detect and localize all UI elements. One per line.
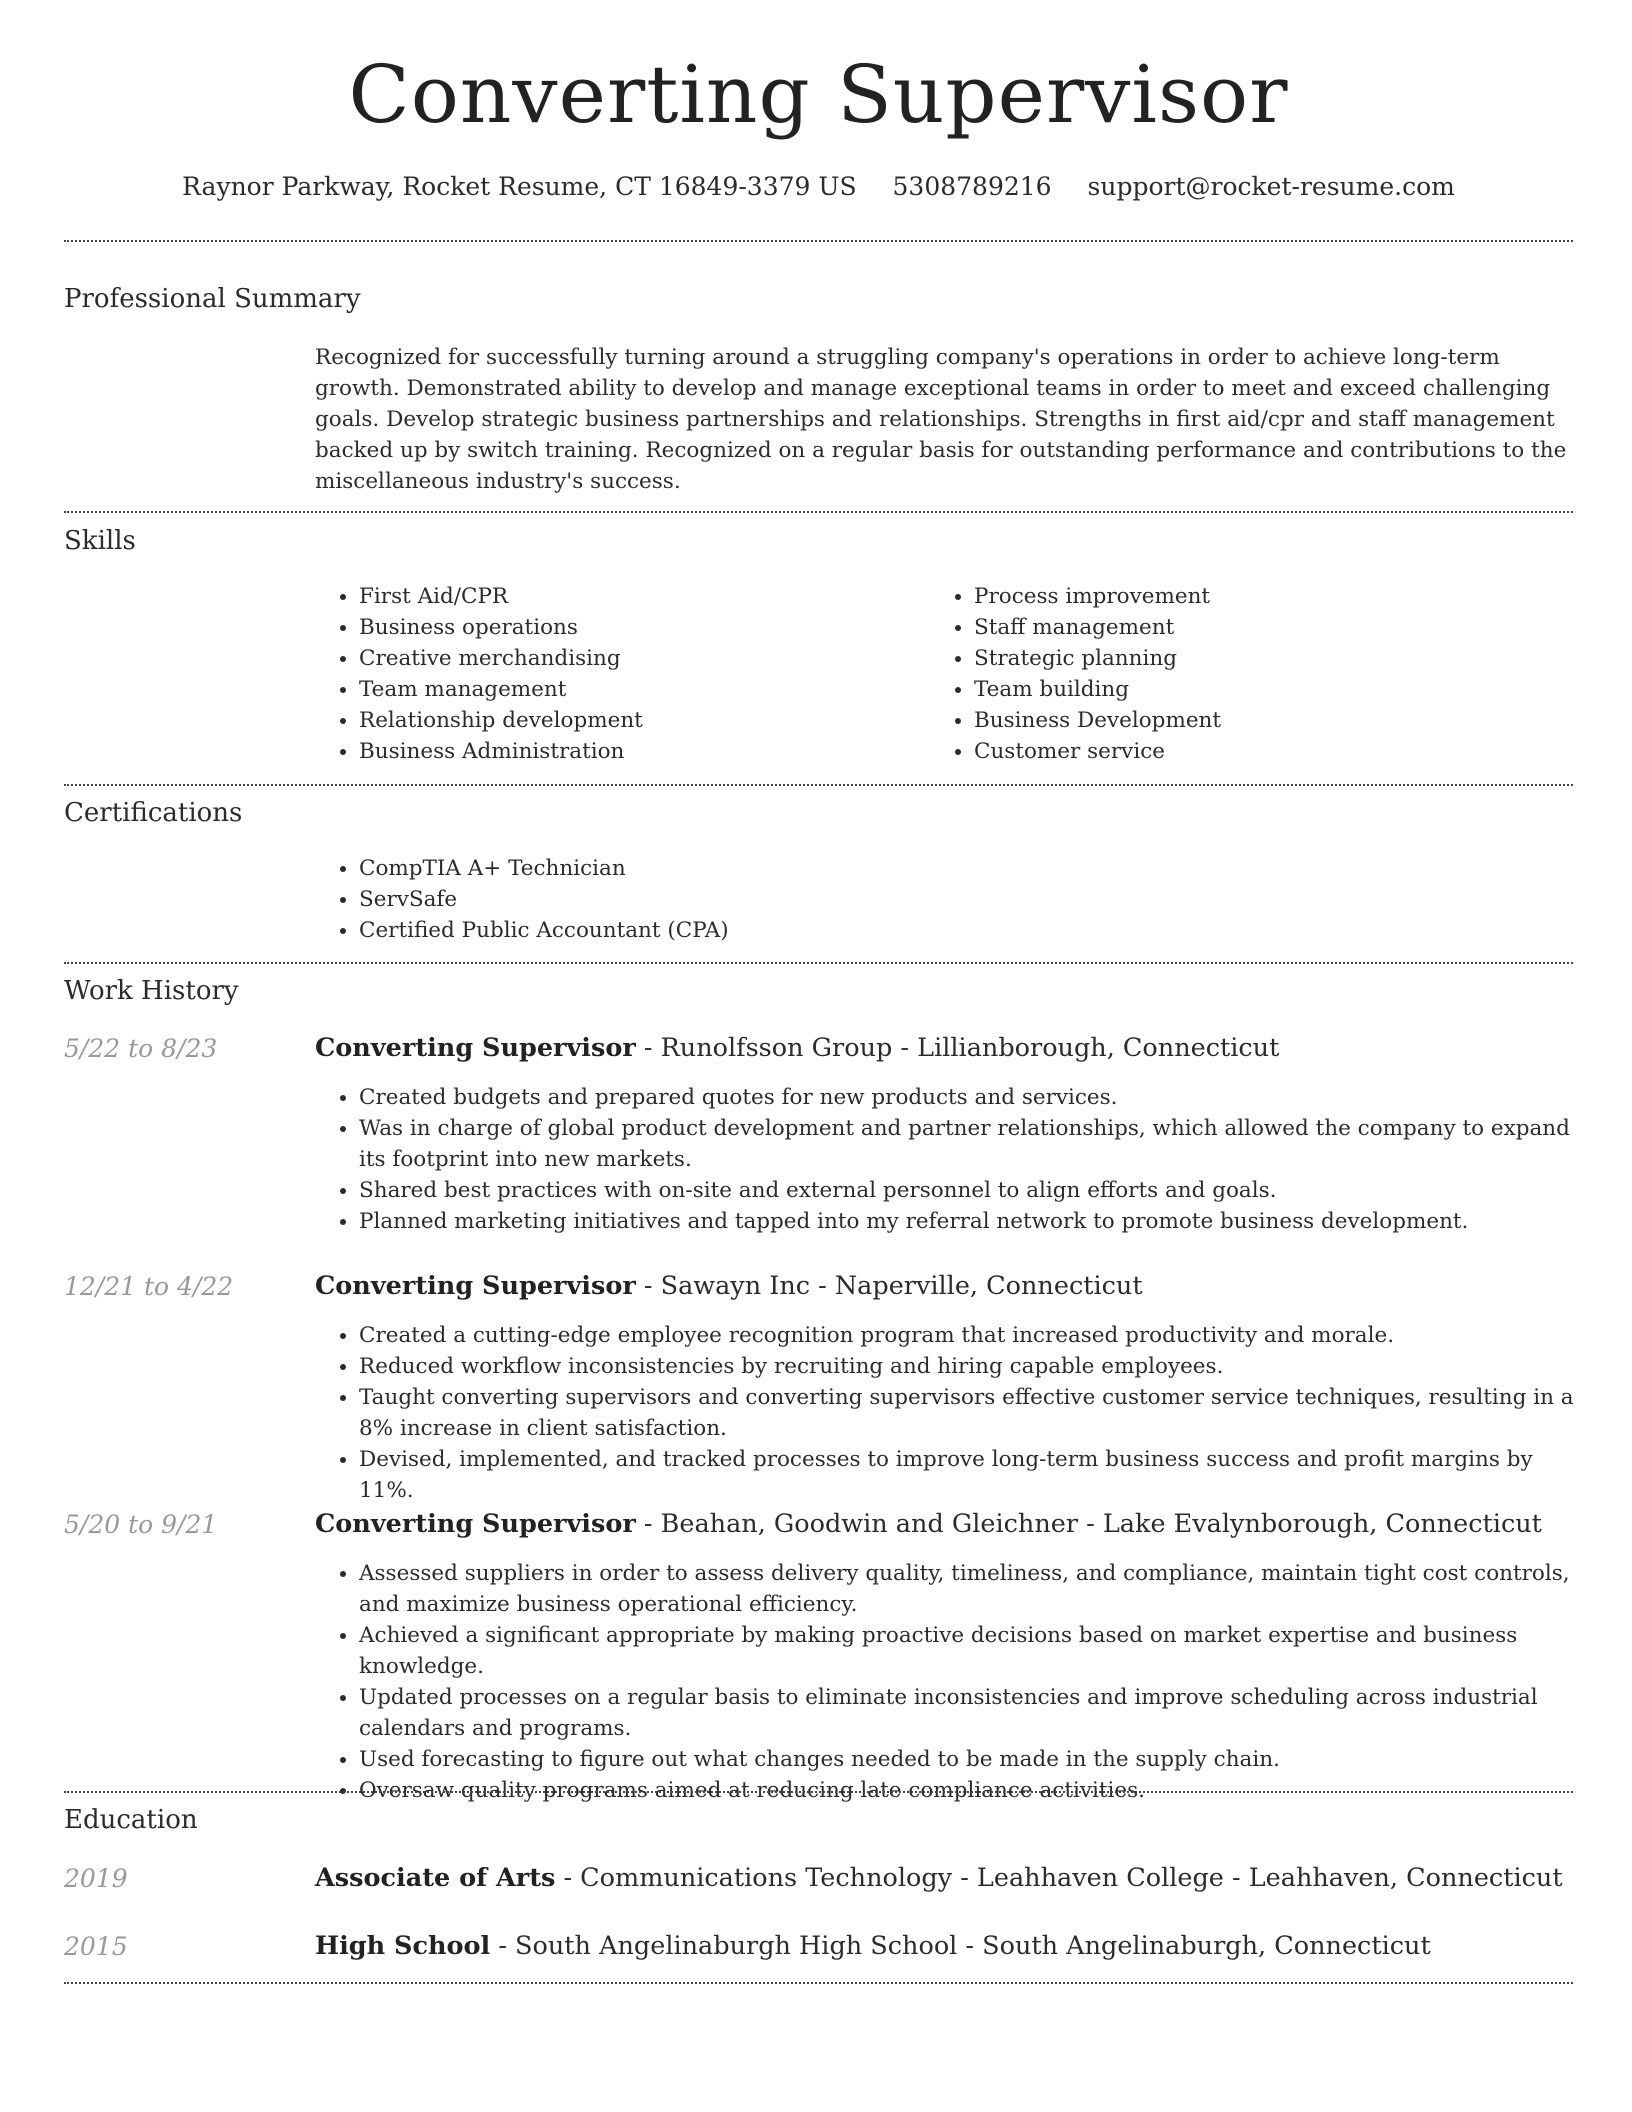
skill-item: • Team building — [974, 674, 1530, 705]
education-school: - Communications Technology - Leahhaven College - Leahhaven, Connecticut — [555, 1863, 1563, 1893]
divider — [64, 1982, 1573, 1984]
job-bullet: • Created budgets and prepared quotes for new products and services. — [359, 1082, 1575, 1113]
skill-item: • Relationship development — [359, 705, 915, 736]
job-dates: 5/20 to 9/21 — [64, 1510, 218, 1539]
job-role: Converting Supervisor — [315, 1271, 636, 1301]
skill-item: • First Aid/CPR — [359, 581, 915, 612]
certification-item: • ServSafe — [359, 884, 915, 915]
job-bullet: • Updated processes on a regular basis to eliminate inconsistencies and improve scheduling across industrial calendars and programs. — [359, 1682, 1575, 1744]
section-title-skills: Skills — [64, 526, 136, 556]
section-title-work: Work History — [64, 976, 239, 1006]
certification-item: • CompTIA A+ Technician — [359, 853, 915, 884]
divider — [64, 962, 1573, 964]
skill-item: • Customer service — [974, 736, 1530, 767]
skill-item: • Creative merchandising — [359, 643, 915, 674]
job-bullet: • Shared best practices with on-site and external personnel to align efforts and goals. — [359, 1175, 1575, 1206]
skill-item: • Strategic planning — [974, 643, 1530, 674]
section-title-summary: Professional Summary — [64, 284, 361, 314]
certifications-list — [315, 853, 915, 946]
job-bullets — [315, 1082, 1575, 1237]
contact-address: Raynor Parkway, Rocket Resume, CT 16849-3379 US — [182, 172, 857, 201]
job-bullet: • Was in charge of global product development and partner relationships, which allowed the company to expand its footprint into new markets. — [359, 1113, 1575, 1175]
section-title-education: Education — [64, 1805, 198, 1835]
education-degree: Associate of Arts — [315, 1863, 556, 1893]
job-bullets — [315, 1558, 1575, 1806]
skill-item: • Staff management — [974, 612, 1530, 643]
divider — [64, 1791, 1573, 1793]
divider — [64, 784, 1573, 786]
contact-phone: 5308789216 — [892, 172, 1052, 201]
resume-name: Converting Supervisor — [348, 48, 1289, 141]
job-bullet: • Reduced workflow inconsistencies by recruiting and hiring capable employees. — [359, 1351, 1575, 1382]
job-bullets — [315, 1320, 1575, 1506]
job-bullet: • Used forecasting to figure out what changes needed to be made in the supply chain. — [359, 1744, 1575, 1775]
skill-item: • Business Development — [974, 705, 1530, 736]
summary-text: Recognized for successfully turning around a struggling company's operations in order to achieve long-term growth. Demonstrated ability to develop and manage exceptional teams in order to meet and exceed challenging goals. Develop strategic business partnerships and relationships. Strengths in first aid/cpr and staff management backed up by switch training. Recognized on a regular basis for outstanding performance and contributions to the miscellaneous industry's success. — [315, 345, 1567, 494]
job-title — [315, 1033, 1279, 1063]
education-entry — [315, 1863, 1563, 1893]
section-title-certifications: Certifications — [64, 798, 243, 828]
contact-line — [64, 172, 1573, 201]
job-bullet: • Achieved a significant appropriate by making proactive decisions based on market expertise and business knowledge. — [359, 1620, 1575, 1682]
contact-email: support@rocket-resume.com — [1087, 172, 1455, 201]
skill-item: • Business Administration — [359, 736, 915, 767]
job-dates: 12/21 to 4/22 — [64, 1272, 234, 1301]
job-bullet: • Assessed suppliers in order to assess delivery quality, timeliness, and compliance, maintain tight cost controls, and maximize business operational efficiency. — [359, 1558, 1575, 1620]
job-role: Converting Supervisor — [315, 1509, 636, 1539]
divider — [64, 240, 1573, 242]
job-bullet: • Devised, implemented, and tracked processes to improve long-term business success and profit margins by 11%. — [359, 1444, 1575, 1506]
job-bullet: • Planned marketing initiatives and tapped into my referral network to promote business development. — [359, 1206, 1575, 1237]
education-degree: High School — [315, 1931, 491, 1961]
skills-column-left — [315, 581, 915, 767]
job-dates: 5/22 to 8/23 — [64, 1034, 218, 1063]
job-role: Converting Supervisor — [315, 1033, 636, 1063]
education-entry — [315, 1931, 1431, 1961]
certification-item: • Certified Public Accountant (CPA) — [359, 915, 915, 946]
job-title — [315, 1509, 1542, 1539]
education-year: 2019 — [64, 1864, 128, 1893]
education-school: - South Angelinaburgh High School - South Angelinaburgh, Connecticut — [490, 1931, 1431, 1961]
skill-item: • Business operations — [359, 612, 915, 643]
skill-item: • Process improvement — [974, 581, 1530, 612]
job-bullet: • Created a cutting-edge employee recognition program that increased productivity and morale. — [359, 1320, 1575, 1351]
skill-item: • Team management — [359, 674, 915, 705]
job-bullet: • Oversaw quality programs aimed at reducing late compliance activities. — [359, 1775, 1575, 1806]
divider — [64, 511, 1573, 513]
job-title — [315, 1271, 1143, 1301]
job-employer: - Sawayn Inc - Naperville, Connecticut — [635, 1271, 1143, 1301]
education-year: 2015 — [64, 1932, 128, 1961]
skills-column-right — [930, 581, 1530, 767]
job-employer: - Beahan, Goodwin and Gleichner - Lake Evalynborough, Connecticut — [635, 1509, 1542, 1539]
job-bullet: • Taught converting supervisors and converting supervisors effective customer service techniques, resulting in a 8% increase in client satisfaction. — [359, 1382, 1575, 1444]
job-employer: - Runolfsson Group - Lillianborough, Connecticut — [635, 1033, 1280, 1063]
